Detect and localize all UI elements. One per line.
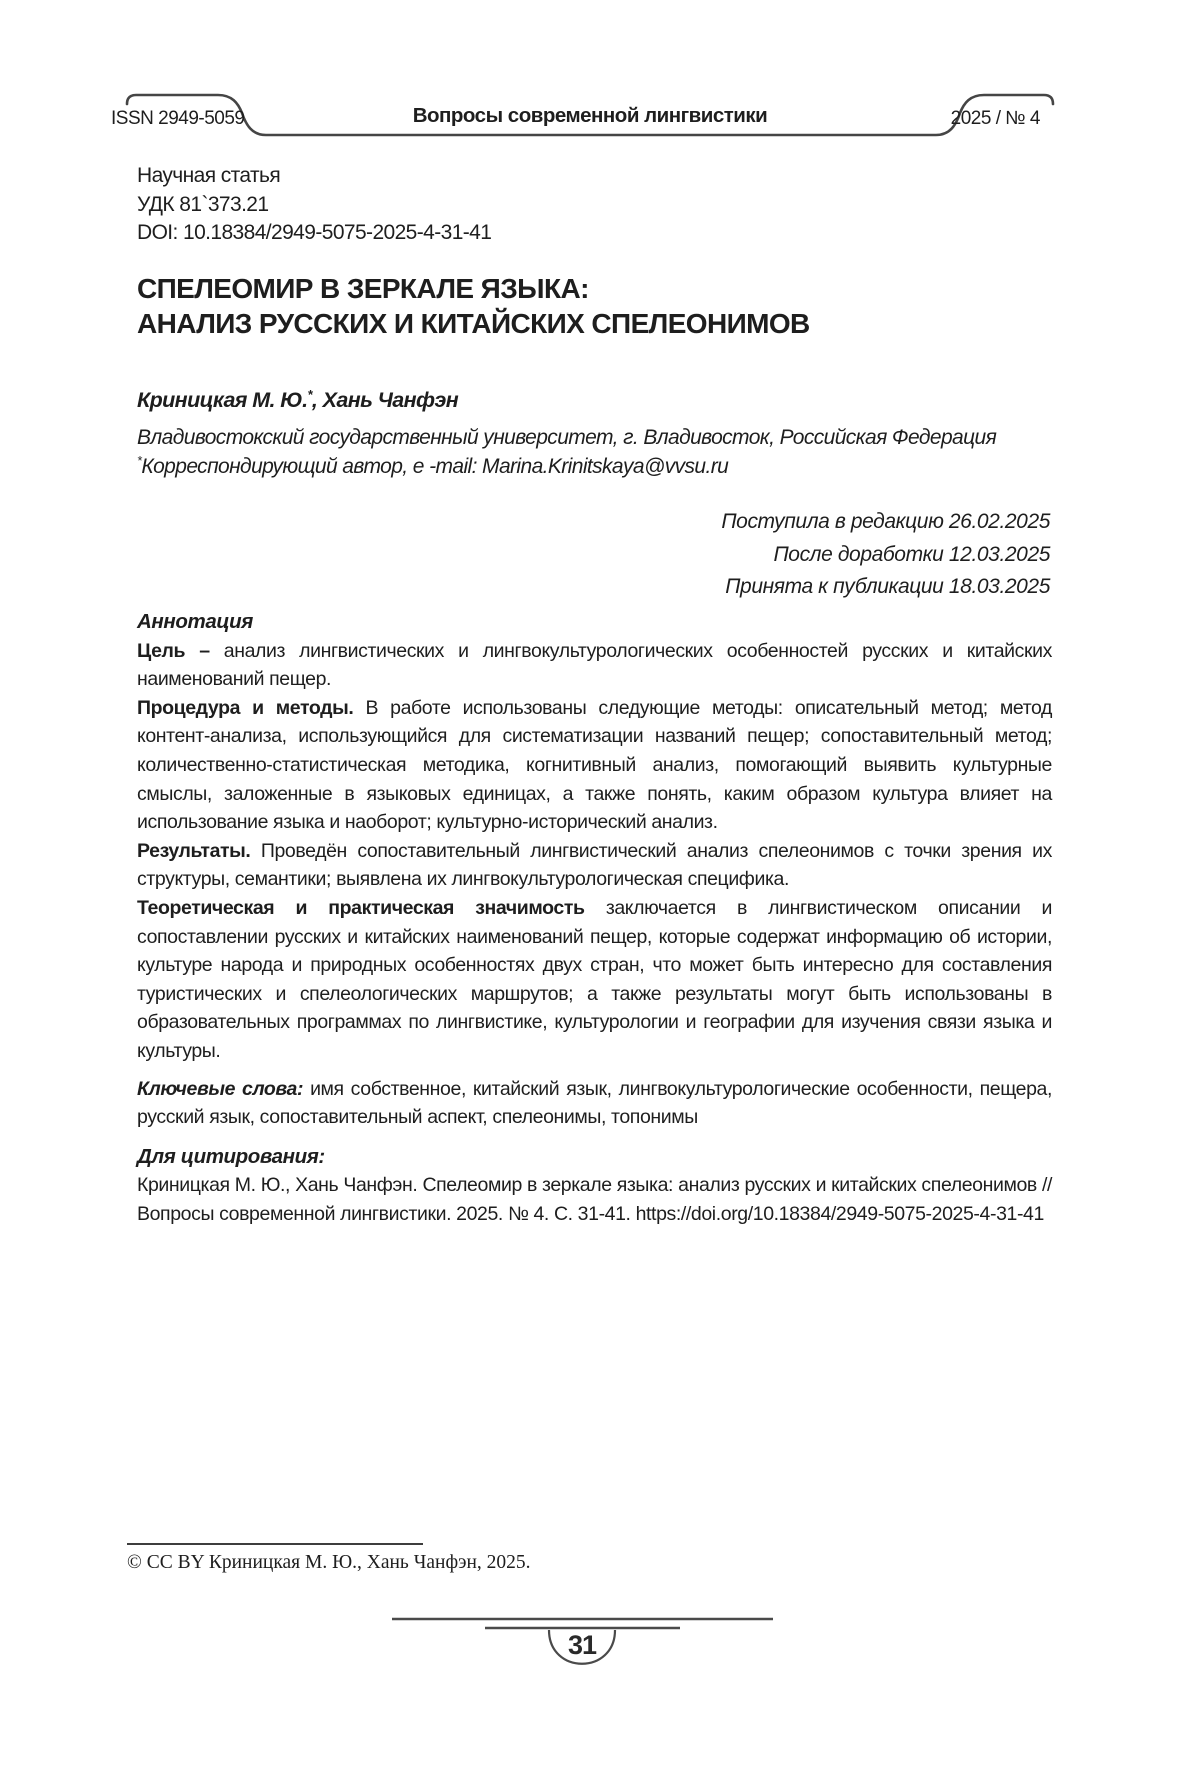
keywords-label: Ключевые слова:: [137, 1077, 311, 1100]
issn-label: ISSN 2949-5059: [111, 108, 245, 129]
received-date: Поступила в редакцию 26.02.2025: [721, 510, 1050, 533]
accepted-date: Принята к публикации 18.03.2025: [725, 575, 1050, 598]
abstract-significance-paragraph: [137, 894, 1052, 1066]
copyright-note: © CC BY Криницкая М. Ю., Хань Чанфэн, 2025.: [127, 1552, 531, 1573]
abstract-methods-label: Процедура и методы.: [137, 696, 366, 719]
abstract-results-text: Проведён сопоставительный лингвистический анализ спелеонимов с точки зрения их структуры, семантики; выявлена их лингвокультурологическая специфика.: [137, 839, 1052, 891]
abstract-goal-label: Цель –: [137, 639, 224, 662]
article-meta: [137, 162, 491, 248]
keywords-text: имя собственное, китайский язык, лингвокультурологические особенности, пещера, русский язык, сопоставительный аспект, спелеонимы, топонимы: [137, 1077, 1053, 1129]
abstract-goal-text: анализ лингвистических и лингвокультурологических особенностей русских и китайских наименований пещер.: [137, 639, 1052, 691]
udk-number: УДК 81`373.21: [137, 192, 269, 216]
article-type: Научная статья: [137, 164, 281, 187]
corresponding-note-text: Корреспондирующий автор, e -mail: Marina.Krinitskaya@vvsu.ru: [141, 455, 729, 478]
article-title-line2: АНАЛИЗ РУССКИХ И КИТАЙСКИХ СПЕЛЕОНИМОВ: [137, 308, 810, 339]
footnote-rule: [127, 1543, 423, 1545]
corresponding-note-mark: *: [137, 454, 142, 468]
abstract-results-label: Результаты.: [137, 839, 261, 862]
page-number-mark: [390, 1615, 775, 1673]
abstract-significance-text: заключается в лингвистическом описании и сопоставлении русских и китайских наименований пещер, которые содержат информацию об истории, культуре народа и природных особенностях двух стран, что может быть интересно для составления туристических и спелеологических маршрутов; а также результаты могут быть использованы в образовательных программах по лингвистике, культурологии и географии для изучения связи языка и культуры.: [137, 896, 1053, 1062]
doi-number: DOI: 10.18384/2949-5075-2025-4-31-41: [137, 221, 492, 244]
abstract-goal-paragraph: [137, 637, 1052, 694]
article-title-line1: СПЕЛЕОМИР В ЗЕРКАЛЕ ЯЗЫКА:: [137, 273, 589, 304]
author-name-primary: Криницкая М. Ю.: [137, 388, 308, 412]
copyright-footnote: [127, 1543, 687, 1574]
abstract-methods-paragraph: [137, 694, 1052, 837]
abstract-results-paragraph: [137, 837, 1052, 894]
abstract-significance-label: Теоретическая и практическая значимость: [137, 896, 606, 919]
corresponding-author-mark: *: [307, 386, 312, 402]
authors-line: [137, 388, 458, 413]
revised-date: После доработки 12.03.2025: [773, 542, 1050, 566]
abstract-heading: Аннотация: [137, 610, 253, 633]
corresponding-author-note: [137, 455, 728, 479]
keywords-paragraph: [137, 1075, 1052, 1132]
journal-title: Вопросы современной лингвистики: [412, 104, 768, 127]
article-body: [137, 608, 1052, 1228]
citation-heading: Для цитирования:: [137, 1144, 325, 1168]
page-number: 31: [567, 1630, 597, 1660]
submission-dates: [721, 506, 1050, 604]
issue-label: 2025 / № 4: [950, 108, 1040, 129]
abstract-methods-text: В работе использованы следующие методы: описательный метод; метод контент-анализа, использующийся для систематизации названий пещер; сопоставительный метод; количественно-статистическая методика, когнитивный анализ, помогающий выявить культурные смыслы, заложенные в языковых единицах, а также понять, каким образом культура влияет на использование языка и наоборот; культурно-исторический анализ.: [137, 696, 1053, 834]
citation-text: Криницкая М. Ю., Хань Чанфэн. Спелеомир в зеркале языка: анализ русских и китайских спелеонимов // Вопросы современной лингвистики. 2025. № 4. С. 31-41. https://doi.org/10.18384/2949-5075-2025-4-31-41: [137, 1174, 1052, 1225]
affiliation: Владивостокский государственный университет, г. Владивосток, Российская Федерация: [137, 426, 997, 449]
article-title: [137, 271, 810, 341]
author-name-rest: , Хань Чанфэн: [311, 388, 459, 412]
